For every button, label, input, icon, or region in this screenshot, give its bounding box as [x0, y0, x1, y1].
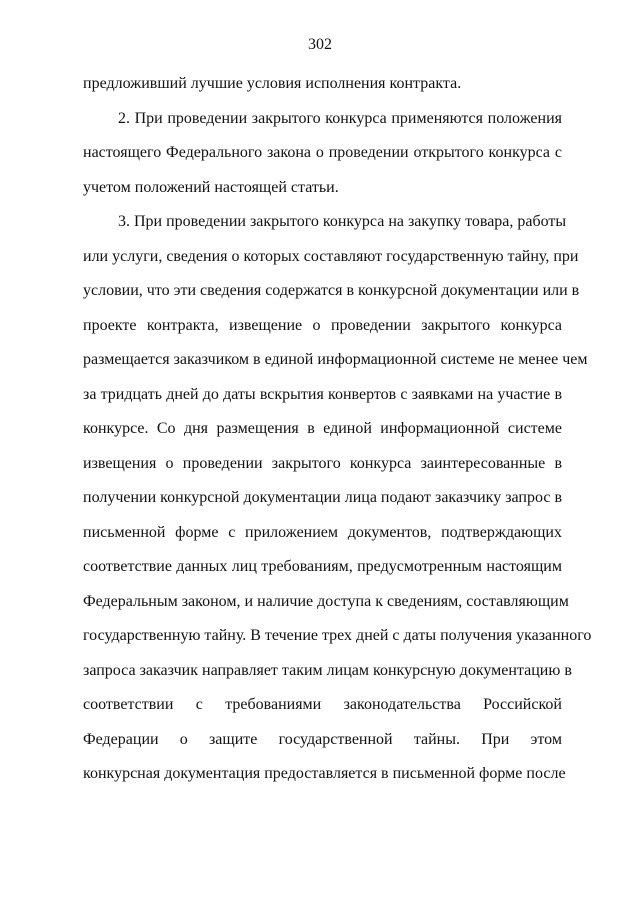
text-line: конкурсе. Со дня размещения в единой информационной системе: [83, 420, 562, 437]
text-line: Федерации о защите государственной тайны. При этом: [83, 730, 562, 748]
text-line: извещения о проведении закрытого конкурса заинтересованные в: [83, 454, 562, 472]
text-line: запроса заказчик направляет таким лицам конкурсную документацию в: [83, 661, 572, 679]
text-line: 3. При проведении закрытого конкурса на закупку товара, работы: [118, 213, 567, 230]
text-line: письменной форме с приложением документов, подтверждающих: [83, 523, 562, 541]
text-line: размещается заказчиком в единой информационной системе не менее чем: [83, 351, 588, 368]
text-line: соответствие данных лиц требованиям, предусмотренным настоящим: [83, 558, 562, 575]
text-line: настоящего Федерального закона о проведении открытого конкурса с: [83, 144, 562, 161]
text-line: условии, что эти сведения содержатся в конкурсной документации или в: [83, 282, 580, 299]
text-line: получении конкурсной документации лица подают заказчику запрос в: [83, 489, 563, 506]
text-line: Федеральным законом, и наличие доступа к сведениям, составляющим: [83, 592, 569, 610]
page-number: 302: [308, 36, 332, 53]
text-line: конкурсная документация предоставляется в письменной форме после: [83, 765, 566, 782]
text-line: 2. При проведении закрытого конкурса применяются положения: [118, 109, 562, 127]
document-body: [83, 74, 592, 799]
text-line: проекте контракта, извещение о проведении закрытого конкурса: [83, 316, 562, 334]
text-line: предложивший лучшие условия исполнения контракта.: [83, 75, 462, 92]
text-line: за тридцать дней до даты вскрытия конвертов с заявками на участие в: [83, 385, 562, 403]
text-line: соответствии с требованиями законодательства Российской: [83, 696, 562, 713]
text-line: учетом положений настоящей статьи.: [83, 178, 339, 196]
text-line: или услуги, сведения о которых составляют государственную тайну, при: [83, 247, 579, 265]
text-line: государственную тайну. В течение трех дней с даты получения указанного: [83, 627, 592, 644]
